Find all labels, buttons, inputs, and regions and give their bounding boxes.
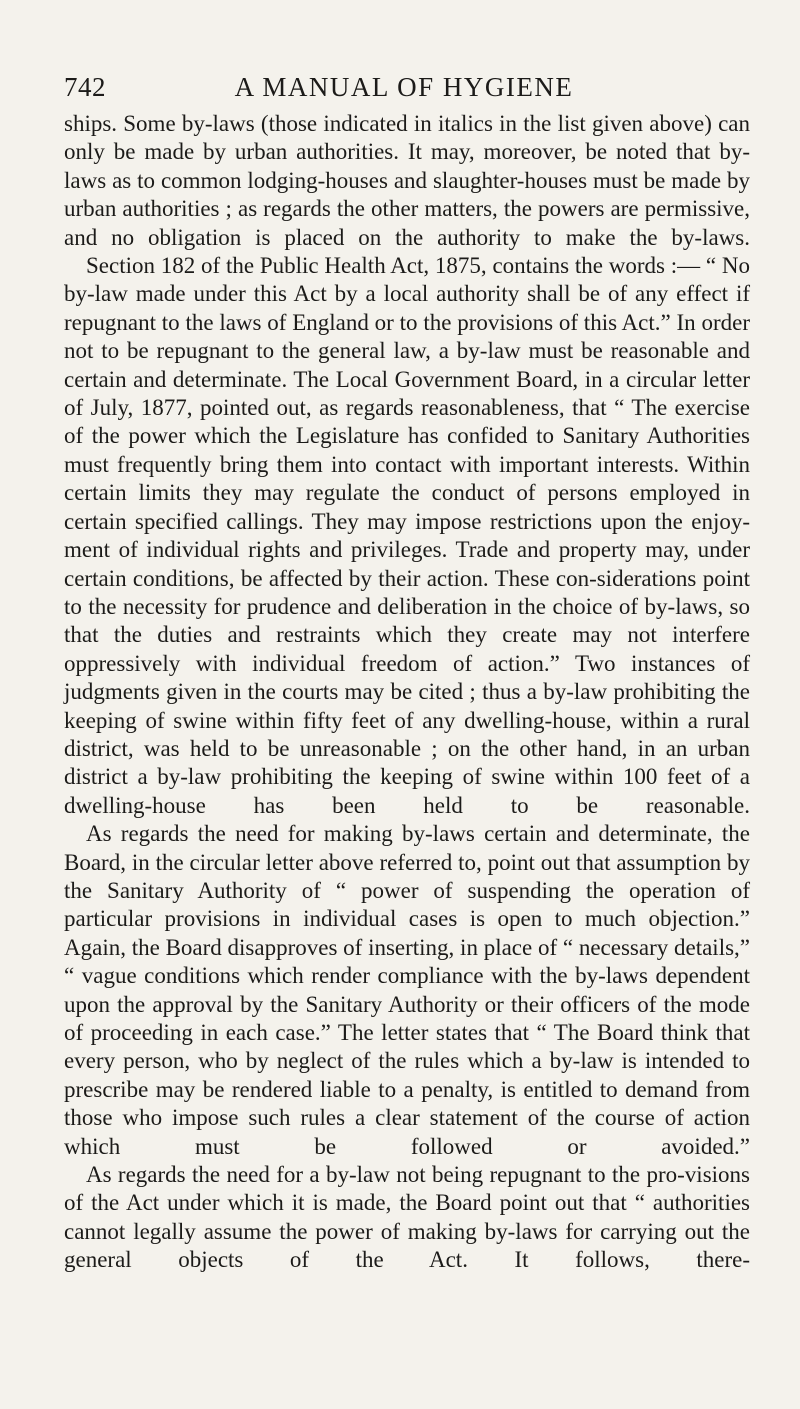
paragraph-3: As regards the need for making by-laws certain and determinate, the Board, in the circular letter above referred to, point out that assumption by the Sanitary Authority of “ power of suspending the operation of particular provisions in individual cases is open to much objection.” Again, the Board disapproves of inserting, in place of “ necessary details,” “ vague conditions which render compliance with the by-laws dependent upon the approval by the Sanitary Authority or their officers of the mode of proceeding in each case.” The letter states that “ The Board think that every person, who by neglect of the rules which a by-law is intended to prescribe may be rendered liable to a penalty, is entitled to demand from those who impose such rules a clear statement of the course of action which must be followed or avoided.” xyxy=(64,821,750,1159)
paragraph-2: Section 182 of the Public Health Act, 1875, contains the words :— “ No by-law made under this Act by a local authority shall be of any effect if repugnant to the laws of England or to the provisions of this Act.” In order not to be repugnant to the general law, a by-law must be reasonable and certain and determinate. The Local Government Board, in a circular letter of July, 1877, pointed out, as regards reasonableness, that “ The exercise of the power which the Legislature has confided to Sanitary Authorities must frequently bring them into contact with important interests. Within certain limits they may regulate the conduct of persons employed in certain specified callings. They may impose restrictions upon the enjoy-ment of individual rights and privileges. Trade and property may, under certain conditions, be affected by their action. These con-siderations point to the necessity for prudence and deliberation in the choice of by-laws, so that the duties and restraints which they create may not interfere oppressively with individual freedom of action.” Two instances of judgments given in the courts may be cited ; thus a by-law prohibiting the keeping of swine within fifty feet of any dwelling-house, within a rural district, was held to be unreasonable ; on the other hand, in an urban district a by-law prohibiting the keeping of swine within 100 feet of a dwelling-house has been held to be reasonable. xyxy=(64,253,750,818)
running-title: A MANUAL OF HYGIENE xyxy=(234,72,574,102)
page-number: 742 xyxy=(64,72,106,102)
running-header xyxy=(64,64,744,104)
paragraph-4: As regards the need for a by-law not being repugnant to the pro-visions of the Act under which it is made, the Board point out that “ authorities cannot legally assume the power of making by-laws for carrying out the general objects of the Act. It follows, there- xyxy=(64,1162,750,1273)
paragraph-1: ships. Some by-laws (those indicated in italics in the list given above) can only be made by urban authorities. It may, moreover, be noted that by-laws as to common lodging-houses and slaughter-houses must be made by urban authorities ; as regards the other matters, the powers are permissive, and no obligation is placed on the authority to make the by-laws. xyxy=(64,111,750,250)
body-text xyxy=(64,110,750,1275)
